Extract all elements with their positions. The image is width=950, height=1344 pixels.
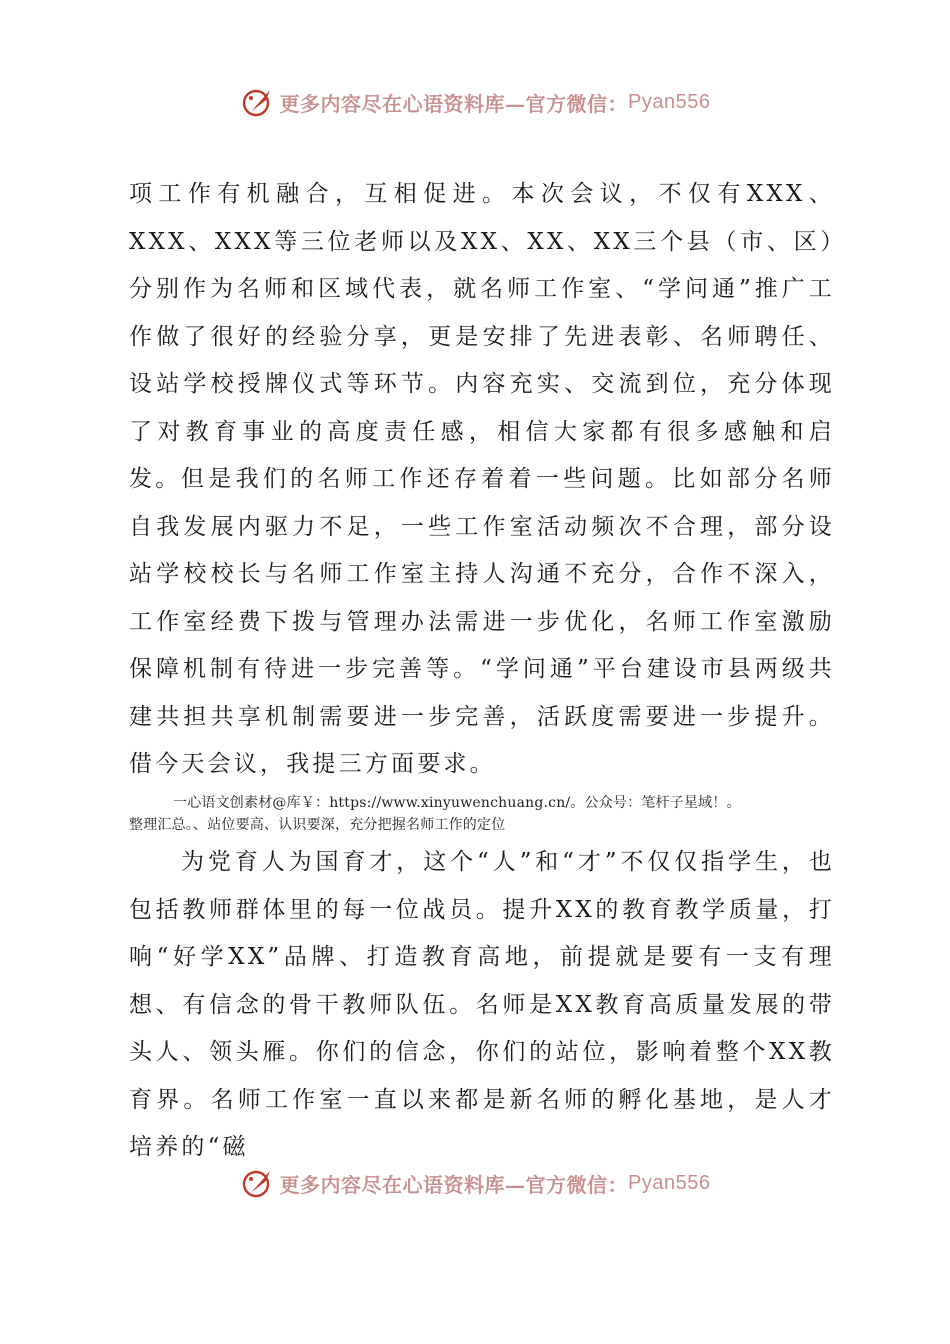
banner-wechat-id: Pyan556 — [628, 90, 711, 113]
banner-text: 更多内容尽在心语资料库—官方微信： — [279, 1172, 629, 1197]
quill-logo-icon — [240, 1165, 276, 1201]
banner-text: 更多内容尽在心语资料库—官方微信： — [279, 91, 629, 116]
header-banner — [0, 82, 950, 122]
section-heading-note: 整理汇总。、站位要高、认识要深，充分把握名师工作的定位 — [129, 817, 506, 833]
paragraph-1: 项工作有机融合，互相促进。本次会议，不仅有XXX、XXX、XXX等三位老师以及XX、XX、XX三个县（市、区）分别作为名师和区域代表，就名师工作室、“学问通”推广工作做了很好的经验分享，更是安排了先进表彰、名师聘任、设站学校授牌仪式等环节。内容充实、交流到位，充分体现了对教育事业的高度责任感，相信大家都有很多感触和启发。 — [129, 181, 835, 492]
quill-logo-icon — [240, 84, 276, 120]
paragraph-3: 为党育人为国育才，这个“人”和“才”不仅仅指学生，也包括教师群体里的每一位战员。提升XX的教育教学质量，打响“好学XX”品牌、打造教育高地，前提就是要有一支有理想、有信念的骨干教师队伍。名师是XX教育高质量发展的带头人、领头雁。你们的信念，你们的站位，影响着整个XX教育界。名师工作室一直以来都是新名师的孵化基地，是人才培养的“磁 — [129, 849, 835, 1160]
source-note-line-1: 一心语文创素材@库￥：https://www.xinyuwenchuang.cn/。公众号：笔杆子星域！。 — [173, 795, 741, 811]
paragraph-2: 但是我们的名师工作还存着着一些问题。比如部分名师自我发展内驱力不足，一些工作室活动频次不合理，部分设站学校校长与名师工作室主持人沟通不充分，合作不深入，工作室经费下拨与管理办法需进一步优化，名师工作室激励保障机制有待进一步完善等。“学问通”平台建设市县两级共建共担共享机制需要进一步完善，活跃度需要进一步提升。借今天会议，我提三方面要求。 — [129, 466, 835, 777]
banner-wechat-id: Pyan556 — [628, 1171, 711, 1194]
source-note — [129, 792, 835, 836]
footer-banner — [0, 1163, 950, 1203]
